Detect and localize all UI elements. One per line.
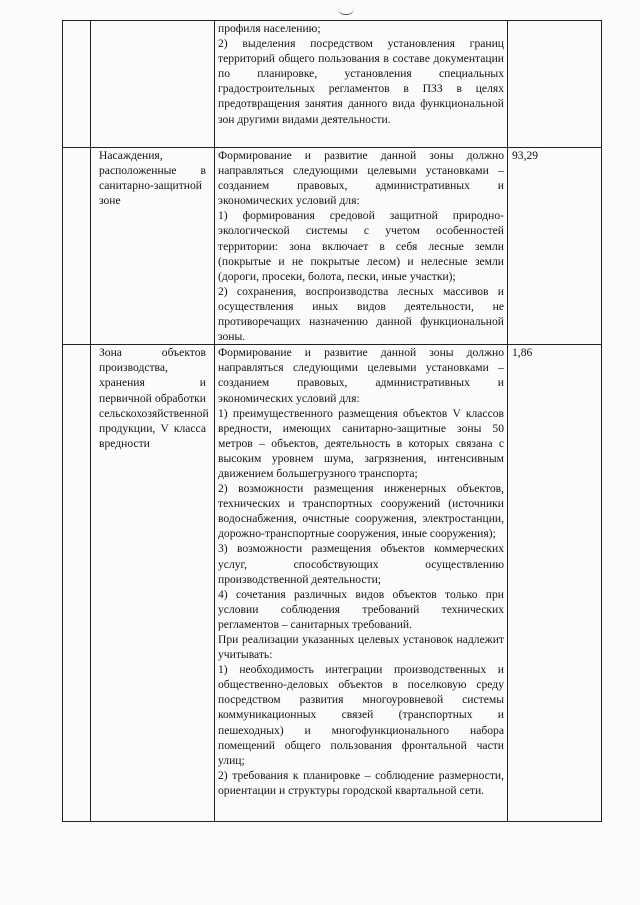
description-paragraph: 4) сочетания различных видов объектов только при условии соблюдения требований технических регламентов – санитарных требований. <box>218 587 504 631</box>
table-row <box>63 148 602 345</box>
description-paragraph: 1) преимущественного размещения объектов V классов вредности, имеющих санитарно-защитные зоны 50 метров – объектов, деятельность в которых связана с высоким уровнем шума, загрязнения, интенсивным движением большегрузного транспорта; <box>218 406 504 480</box>
zone-name-cell <box>91 21 215 148</box>
scan-artifact-mark <box>338 8 354 15</box>
zone-area-cell <box>508 21 602 148</box>
row-index-cell <box>63 148 91 345</box>
description-paragraph: Формирование и развитие данной зоны должно направляться следующими целевыми установками – созданием правовых, административных и экономических условий для: <box>218 346 504 405</box>
zone-area-cell: 93,29 <box>508 148 602 345</box>
description-paragraph: профиля населению; <box>218 22 321 35</box>
zone-description-cell <box>215 148 508 345</box>
description-paragraph: 2) сохранения, воспроизводства лесных массивов и осуществления иных видов деятельности, не противоречащих назначению данной функциональной зоны. <box>218 284 504 344</box>
description-paragraph: 3) возможности размещения объектов коммерческих услуг, способствующих осуществлению производственной деятельности; <box>218 542 504 586</box>
description-paragraph: 2) требования к планировке – соблюдение размерности, ориентации и структуры городской квартальной сети. <box>218 768 504 797</box>
functional-zones-table <box>62 20 602 822</box>
description-paragraph: 1) необходимость интеграции производственных и общественно-деловых объектов в поселковую среду посредством развития многоуровневой системы коммуникационных связей (транспортных и пешеходных) и многофункционального набора помещений общего пользования фронтальной части улиц; <box>218 663 504 767</box>
table-row <box>63 21 602 148</box>
row-index-cell <box>63 345 91 822</box>
description-paragraph: 2) выделения посредством установления границ территорий общего пользования в составе документации по планировке, установления специальных градостроительных регламентов в ПЗЗ в целях предотвращения занятия данного вида функциональной зон другими видами деятельности. <box>218 37 504 126</box>
row-index-cell <box>63 21 91 148</box>
zone-description-cell <box>215 345 508 822</box>
description-paragraph: 1) формирования средовой защитной природно-экологической системы с учетом особенностей территории: зона включает в себя лесные земли (покрытые и не покрытые лесом) и нелесные земли (дороги, просеки, болота, пески, иные участки); <box>218 209 504 283</box>
zone-area-cell: 1,86 <box>508 345 602 822</box>
zone-description-cell <box>215 21 508 148</box>
description-paragraph: При реализации указанных целевых установок надлежит учитывать: <box>218 633 504 662</box>
zone-name-cell: Зона объектов производства, хранения и первичной обработки сельскохозяйственной продукции, V класса вредности <box>91 345 215 822</box>
description-paragraph: Формирование и развитие данной зоны должно направляться следующими целевыми установками – созданием правовых, административных и экономических условий для: <box>218 149 504 208</box>
table-row <box>63 345 602 822</box>
zone-name-cell: Насаждения, расположенные в санитарно-защитной зоне <box>91 148 215 345</box>
description-paragraph: 2) возможности размещения инженерных объектов, технических и транспортных сооружений (источники водоснабжения, очистные сооружения, электростанции, дорожно-транспортные сооружения, иные сооружения); <box>218 482 504 541</box>
